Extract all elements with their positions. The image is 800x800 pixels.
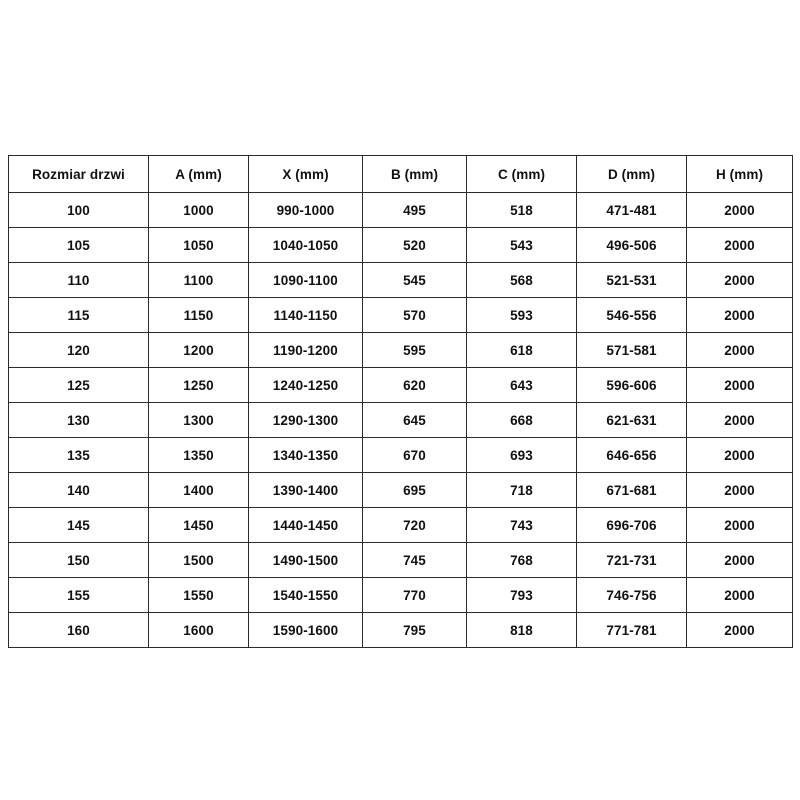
cell-a: 1250 — [149, 368, 249, 403]
cell-x: 1490-1500 — [249, 543, 363, 578]
cell-c: 668 — [467, 403, 577, 438]
cell-door-size: 100 — [9, 193, 149, 228]
cell-h: 2000 — [687, 543, 793, 578]
cell-x: 1090-1100 — [249, 263, 363, 298]
cell-d: 671-681 — [577, 473, 687, 508]
cell-d: 771-781 — [577, 613, 687, 648]
cell-b: 670 — [363, 438, 467, 473]
table-row — [9, 263, 793, 298]
cell-h: 2000 — [687, 403, 793, 438]
cell-b: 770 — [363, 578, 467, 613]
cell-door-size: 140 — [9, 473, 149, 508]
cell-b: 645 — [363, 403, 467, 438]
cell-b: 495 — [363, 193, 467, 228]
cell-d: 596-606 — [577, 368, 687, 403]
cell-a: 1400 — [149, 473, 249, 508]
cell-a: 1350 — [149, 438, 249, 473]
cell-a: 1050 — [149, 228, 249, 263]
cell-b: 595 — [363, 333, 467, 368]
cell-a: 1600 — [149, 613, 249, 648]
table-row — [9, 508, 793, 543]
cell-c: 818 — [467, 613, 577, 648]
column-header-x: X (mm) — [249, 156, 363, 193]
cell-h: 2000 — [687, 438, 793, 473]
cell-door-size: 120 — [9, 333, 149, 368]
cell-door-size: 150 — [9, 543, 149, 578]
table-row — [9, 543, 793, 578]
dimensions-table-container — [8, 155, 792, 648]
cell-a: 1300 — [149, 403, 249, 438]
table-row — [9, 473, 793, 508]
cell-h: 2000 — [687, 193, 793, 228]
cell-b: 695 — [363, 473, 467, 508]
cell-h: 2000 — [687, 508, 793, 543]
cell-b: 795 — [363, 613, 467, 648]
cell-b: 520 — [363, 228, 467, 263]
cell-d: 471-481 — [577, 193, 687, 228]
cell-d: 746-756 — [577, 578, 687, 613]
cell-c: 768 — [467, 543, 577, 578]
table-header-row — [9, 156, 793, 193]
cell-x: 1240-1250 — [249, 368, 363, 403]
cell-h: 2000 — [687, 263, 793, 298]
cell-a: 1450 — [149, 508, 249, 543]
dimensions-table — [8, 155, 793, 648]
cell-door-size: 110 — [9, 263, 149, 298]
cell-c: 693 — [467, 438, 577, 473]
cell-c: 543 — [467, 228, 577, 263]
cell-door-size: 105 — [9, 228, 149, 263]
cell-d: 621-631 — [577, 403, 687, 438]
column-header-d: D (mm) — [577, 156, 687, 193]
cell-d: 546-556 — [577, 298, 687, 333]
table-row — [9, 403, 793, 438]
table-header — [9, 156, 793, 193]
cell-door-size: 160 — [9, 613, 149, 648]
cell-d: 496-506 — [577, 228, 687, 263]
cell-h: 2000 — [687, 578, 793, 613]
cell-a: 1550 — [149, 578, 249, 613]
table-row — [9, 368, 793, 403]
cell-c: 618 — [467, 333, 577, 368]
cell-h: 2000 — [687, 473, 793, 508]
cell-c: 743 — [467, 508, 577, 543]
cell-x: 1540-1550 — [249, 578, 363, 613]
column-header-b: B (mm) — [363, 156, 467, 193]
cell-d: 696-706 — [577, 508, 687, 543]
cell-d: 571-581 — [577, 333, 687, 368]
cell-a: 1100 — [149, 263, 249, 298]
table-row — [9, 438, 793, 473]
table-row — [9, 228, 793, 263]
column-header-door-size: Rozmiar drzwi — [9, 156, 149, 193]
table-row — [9, 613, 793, 648]
cell-a: 1150 — [149, 298, 249, 333]
cell-door-size: 130 — [9, 403, 149, 438]
table-row — [9, 298, 793, 333]
cell-door-size: 115 — [9, 298, 149, 333]
cell-x: 1190-1200 — [249, 333, 363, 368]
cell-b: 545 — [363, 263, 467, 298]
cell-d: 521-531 — [577, 263, 687, 298]
table-row — [9, 193, 793, 228]
cell-h: 2000 — [687, 613, 793, 648]
cell-c: 593 — [467, 298, 577, 333]
cell-x: 990-1000 — [249, 193, 363, 228]
cell-c: 793 — [467, 578, 577, 613]
cell-door-size: 155 — [9, 578, 149, 613]
cell-x: 1390-1400 — [249, 473, 363, 508]
cell-d: 646-656 — [577, 438, 687, 473]
cell-d: 721-731 — [577, 543, 687, 578]
cell-x: 1290-1300 — [249, 403, 363, 438]
cell-b: 620 — [363, 368, 467, 403]
column-header-h: H (mm) — [687, 156, 793, 193]
column-header-a: A (mm) — [149, 156, 249, 193]
table-body — [9, 193, 793, 648]
cell-door-size: 125 — [9, 368, 149, 403]
cell-h: 2000 — [687, 298, 793, 333]
cell-x: 1040-1050 — [249, 228, 363, 263]
cell-h: 2000 — [687, 333, 793, 368]
cell-x: 1590-1600 — [249, 613, 363, 648]
cell-c: 718 — [467, 473, 577, 508]
cell-c: 518 — [467, 193, 577, 228]
table-row — [9, 333, 793, 368]
cell-b: 745 — [363, 543, 467, 578]
cell-a: 1200 — [149, 333, 249, 368]
cell-b: 720 — [363, 508, 467, 543]
cell-door-size: 145 — [9, 508, 149, 543]
cell-x: 1140-1150 — [249, 298, 363, 333]
cell-c: 643 — [467, 368, 577, 403]
cell-h: 2000 — [687, 368, 793, 403]
cell-b: 570 — [363, 298, 467, 333]
column-header-c: C (mm) — [467, 156, 577, 193]
cell-h: 2000 — [687, 228, 793, 263]
cell-door-size: 135 — [9, 438, 149, 473]
table-row — [9, 578, 793, 613]
cell-x: 1340-1350 — [249, 438, 363, 473]
cell-x: 1440-1450 — [249, 508, 363, 543]
cell-c: 568 — [467, 263, 577, 298]
cell-a: 1500 — [149, 543, 249, 578]
cell-a: 1000 — [149, 193, 249, 228]
